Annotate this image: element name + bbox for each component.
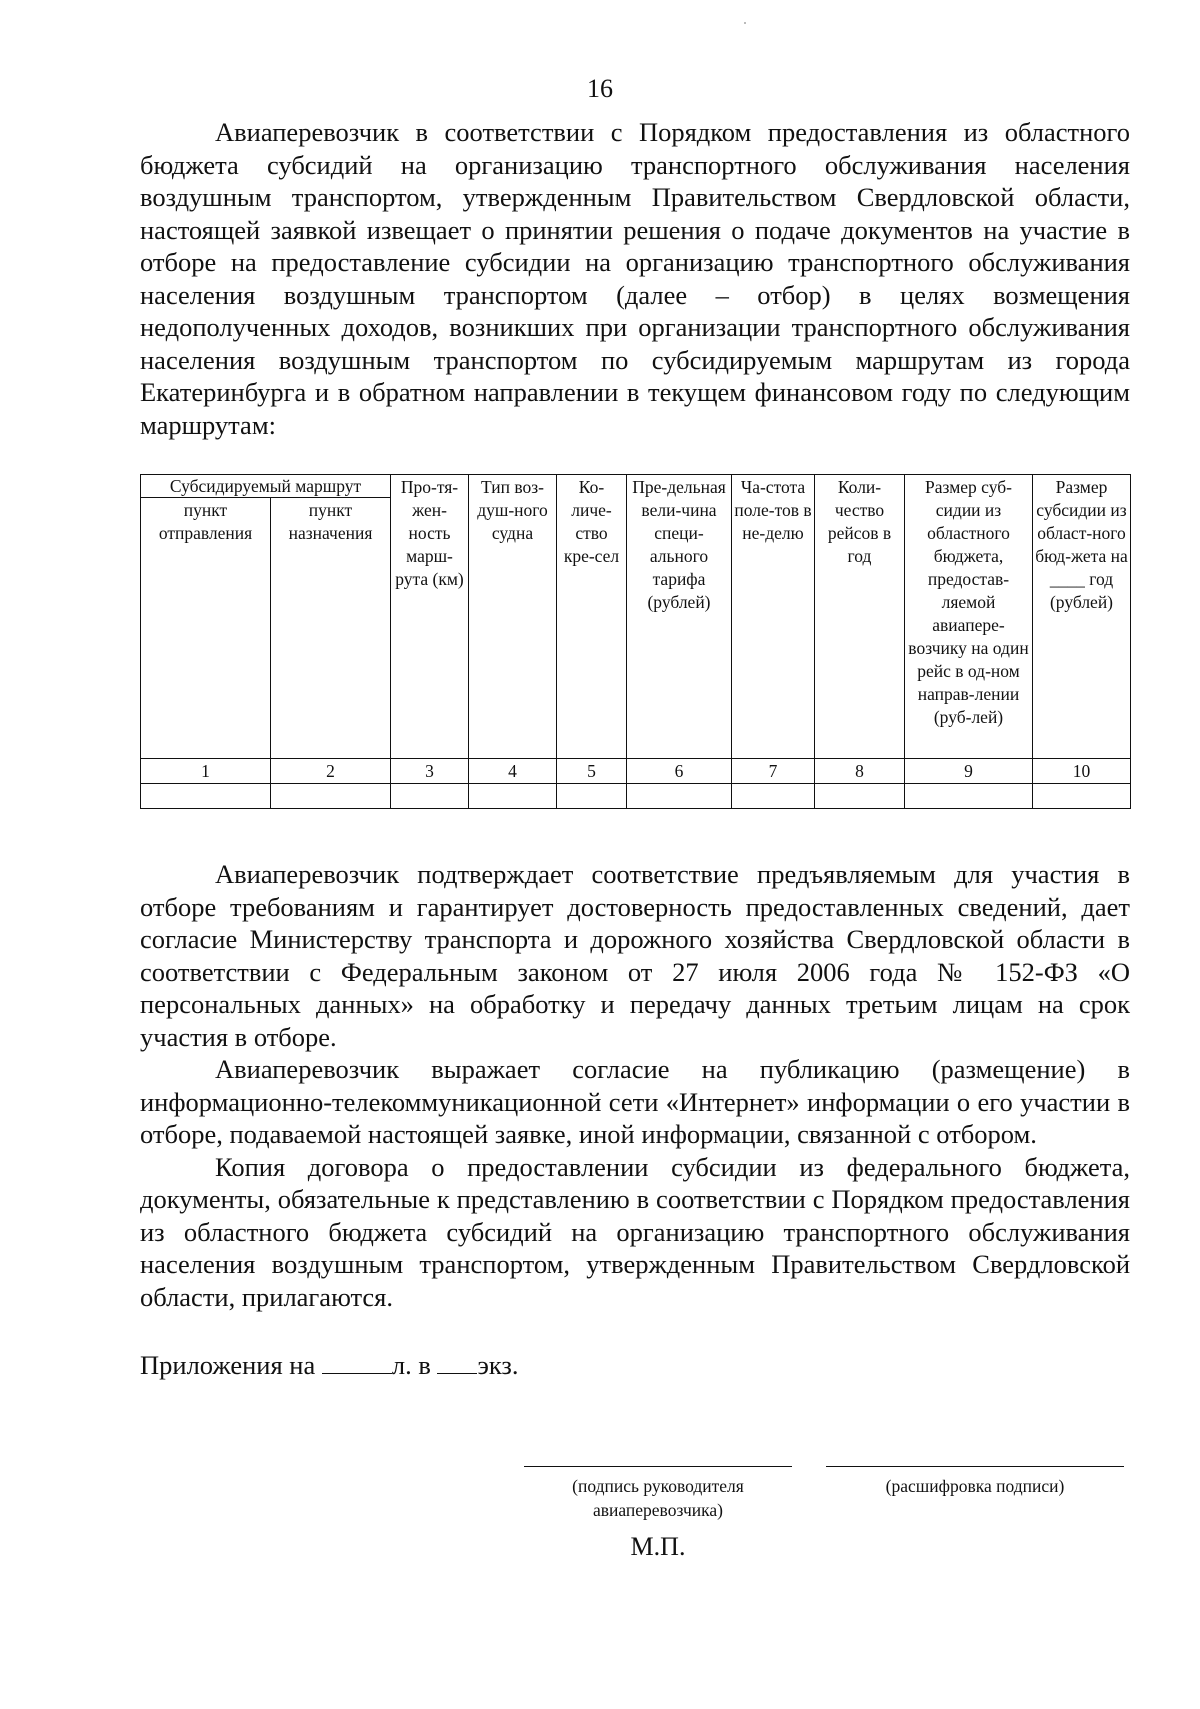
signature-line [524,1466,792,1467]
col-number: 4 [469,759,557,784]
table-cell [271,784,391,809]
table-cell [391,784,469,809]
col-number: 9 [905,759,1033,784]
subsidy-per-year-header [1033,475,1131,759]
col-number: 7 [732,759,815,784]
table-cell [1033,784,1131,809]
col-number: 10 [1033,759,1131,784]
signature-caption-line-2: авиаперевозчика) [592,1500,724,1520]
attachments-line [140,1350,518,1381]
col-number: 2 [271,759,391,784]
attachments-label: Приложения на [140,1350,316,1380]
signature-decode-line [826,1466,1124,1467]
copies-blank [437,1353,477,1374]
table-cell [141,784,271,809]
consent-paragraph: Авиаперевозчик подтверждает соответствие предъявляемым для участия в отборе требованиям и гарантирует достоверность предоставленных сведений, дает согласие Министерству транспорта и дорожного хозяйства Свердловской области в соответствии с Федеральным законом от 27 июля 2006 года № 152-ФЗ «О персональных данных» на обработку и передачу данных третьим лицам на срок участия в отборе. [140,859,1130,1052]
signature-caption [524,1474,792,1522]
column-number-row [141,759,1131,784]
copies-label: экз. [477,1350,519,1380]
subsidy-year-label: Размер субсидии из област-ного бюд-жета на [1035,477,1128,566]
table-cell [815,784,905,809]
table-cell [469,784,557,809]
aircraft-type-header: Тип воз-душ-ного судна [469,475,557,759]
stamp-place: М.П. [630,1532,686,1561]
col-number: 5 [557,759,627,784]
destination-header: пункт назначения [271,498,391,759]
intro-paragraph: Авиаперевозчик в соответствии с Порядком предоставления из областного бюджета субсидий на организацию транспортного обслуживания населения воздушным транспортом, утвержденным Правительством Свердловской области, настоящей заявкой извещает о принятии решения о подаче документов на участие в отборе на предоставление субсидии на организацию транспортного обслуживания населения воздушным транспортом (далее – отбор) в целях возмещения недополученных доходов, возникших при организации транспортного обслуживания населения воздушным транспортом по субсидируемым маршрутам из города Екатеринбурга и в обратном направлении в текущем финансовом году по следующим маршрутам: [140,117,1130,440]
rubles-unit: (рублей) [1049,592,1114,612]
table-cell [905,784,1033,809]
table-cell [732,784,815,809]
seats-header: Ко-личе-ство кре-сел [557,475,627,759]
decode-caption: (расшифровка подписи) [885,1476,1065,1496]
table-header-row [141,475,1131,498]
intro-block [140,116,1130,441]
year-word: год [1089,569,1114,589]
year-blank: ____ [1049,569,1085,589]
length-header: Про-тя-жен-ность марш-рута (км) [391,475,469,759]
documents-paragraph: Копия договора о предоставлении субсидии из федерального бюджета, документы, обязательные к представлению в соответствии с Порядком предоставления из областного бюджета субсидий на организацию транспортного обслуживания населения воздушным транспортом, утвержденным Правительством Свердловской области, прилагаются. [140,1151,1130,1312]
routes-table [140,474,1131,809]
route-group-header: Субсидируемый маршрут [141,475,391,498]
publication-paragraph: Авиаперевозчик выражает согласие на публикацию (размещение) в информационно-телекоммуникационной сети «Интернет» информации о его участии в отборе, подаваемой настоящей заявке, иной информации, связанной с отбором. [140,1054,1130,1149]
page-number: 16 [587,74,613,103]
sheets-label: л. в [391,1350,431,1380]
tariff-header: Пре-дельная вели-чина специ-ального тарифа (рублей) [627,475,732,759]
sheets-blank [322,1353,392,1374]
flights-per-year-header: Коли-чество рейсов в год [815,475,905,759]
body-block [140,858,1130,1313]
subsidy-per-flight-header: Размер суб-сидии из областного бюджета, предостав-ляемой авиапере-возчику на один рейс в од-ном направ-лении (руб-лей) [905,475,1033,759]
table-cell [627,784,732,809]
scan-speck [744,22,746,24]
col-number: 3 [391,759,469,784]
departure-header: пункт отправления [141,498,271,759]
col-number: 6 [627,759,732,784]
frequency-header: Ча-стота поле-тов в не-делю [732,475,815,759]
signature-caption-line-1: (подпись руководителя [572,1476,744,1496]
col-number: 8 [815,759,905,784]
table-cell [557,784,627,809]
col-number: 1 [141,759,271,784]
empty-data-row [141,784,1131,809]
